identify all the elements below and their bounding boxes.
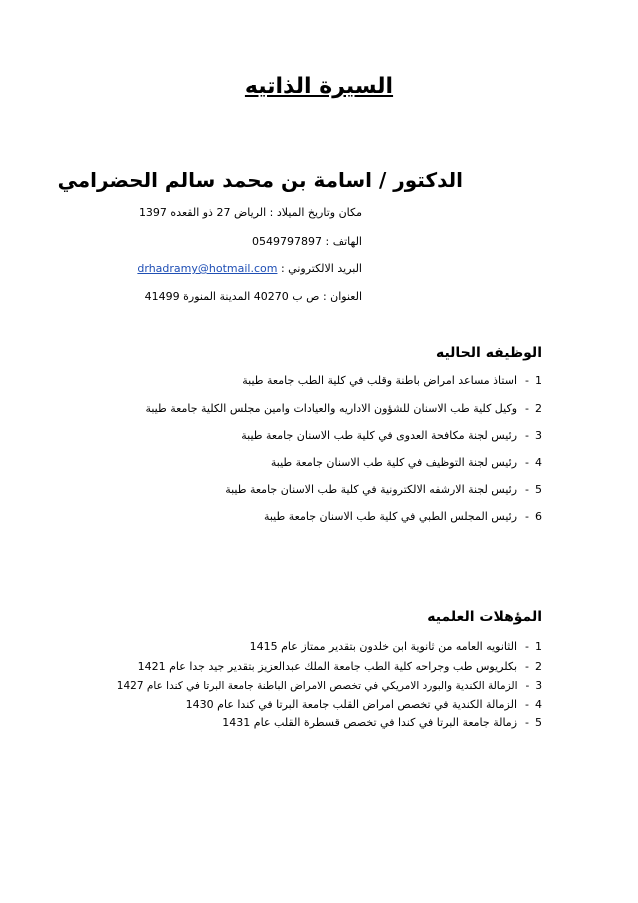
email-info (137, 262, 362, 275)
list-text: الزمالة الكندية في تخصص امراض القلب جامعة البرتا في كندا عام 1430 (185, 698, 518, 711)
list-number: 3 (535, 680, 542, 692)
list-item (271, 456, 542, 469)
list-item (225, 483, 542, 496)
list-dash: - (525, 429, 529, 442)
list-item (250, 640, 542, 653)
list-dash: - (525, 456, 529, 469)
document-title: السيرة الذاتيه (244, 74, 394, 99)
list-number: 1 (535, 640, 542, 653)
list-number: 5 (535, 716, 542, 729)
qualifications-heading: المؤهلات العلميه (427, 609, 542, 625)
list-number: 5 (535, 483, 542, 496)
phone-info: الهاتف : 0549797897 (252, 235, 362, 248)
list-number: 3 (535, 429, 542, 442)
list-dash: - (525, 660, 529, 673)
list-number: 6 (535, 510, 542, 523)
list-item (117, 680, 542, 692)
list-dash: - (525, 640, 529, 653)
list-dash: - (525, 680, 530, 692)
list-number: 2 (535, 660, 542, 673)
list-number: 4 (535, 456, 542, 469)
list-item (222, 716, 542, 729)
list-text: رئيس لجنة الارشفه الالكترونية في كلية طب الاسنان جامعة طيبة (225, 483, 518, 496)
list-dash: - (525, 374, 529, 387)
list-item (186, 698, 542, 711)
list-number: 1 (535, 374, 542, 387)
address-info: العنوان : ص ب 40270 المدينة المنورة 41499 (144, 290, 362, 303)
list-number: 4 (535, 698, 542, 711)
list-text: بكلريوس طب وجراحه كلية الطب جامعة الملك عبدالعزيز بتقدير جيد جدا عام 1421 (137, 660, 518, 673)
list-text: الثانويه العامه من ثانوية ابن خلدون بتقدير ممتاز عام 1415 (249, 640, 518, 653)
list-item (138, 660, 542, 673)
list-dash: - (525, 698, 529, 711)
list-text: وكيل كلية طب الاسنان للشؤون الاداريه والعيادات وامين مجلس الكلية جامعة طيبة (145, 402, 518, 415)
list-item (264, 510, 542, 523)
person-name: الدكتور / اسامة بن محمد سالم الحضرامي (57, 168, 463, 192)
list-number: 2 (535, 402, 542, 415)
list-item (242, 374, 542, 387)
list-text: زمالة جامعة البرتا في كندا في تخصص قسطرة القلب عام 1431 (222, 716, 518, 729)
list-dash: - (525, 402, 529, 415)
list-text: رئيس المجلس الطبي في كلية طب الاسنان جامعة طيبة (263, 510, 518, 523)
email-label: البريد الالكتروني : (280, 262, 362, 275)
list-text: الزمالة الكندية والبورد الامريكي في تخصص الامراض الباطنة جامعة البرتا في كندا عام 1427 (116, 680, 518, 692)
list-item (241, 429, 542, 442)
list-text: رئيس لجنة مكافحة العدوى في كلية طب الاسنان جامعة طيبة (241, 429, 518, 442)
list-text: رئيس لجنة التوظيف في كلية طب الاسنان جامعة طيبة (270, 456, 518, 469)
email-link[interactable]: drhadramy@hotmail.com (137, 262, 278, 275)
list-text: استاذ مساعد امراض باطنة وقلب في كلية الطب جامعة طيبة (242, 374, 518, 387)
list-dash: - (525, 483, 529, 496)
list-dash: - (525, 716, 529, 729)
jobs-heading: الوظيفه الحاليه (435, 345, 542, 361)
list-dash: - (525, 510, 529, 523)
list-item (145, 402, 542, 415)
birth-info: مكان وتاريخ الميلاد : الرياض 27 ذو القعده 1397 (138, 206, 362, 219)
